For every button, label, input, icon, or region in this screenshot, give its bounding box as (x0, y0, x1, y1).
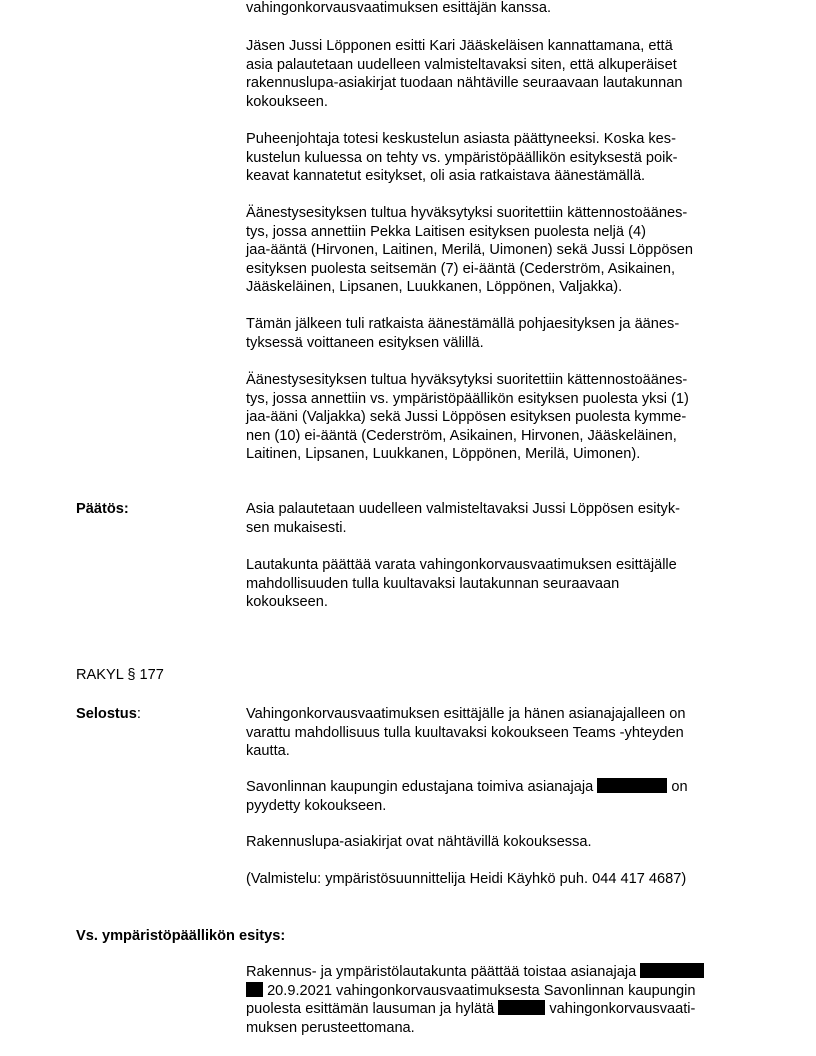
body-text-line: nen (10) ei-ääntä (Cederström, Asikainen, Hirvonen, Jääskeläinen, (246, 427, 677, 444)
description-text-line: Rakennuslupa-asiakirjat ovat nähtävillä kokouksessa. (246, 834, 592, 850)
redacted-name-block (246, 982, 263, 997)
body-text-line: tys, jossa annettiin Pekka Laitisen esityksen puolesta neljä (4) (246, 223, 646, 240)
body-text-line: Tämän jälkeen tuli ratkaista äänestämällä pohjaesityksen ja äänes- (246, 316, 680, 332)
proposal-text-segment: Rakennus- ja ympäristölautakunta päättää toistaa asianajaja (246, 964, 637, 980)
body-text-line: Äänestysesityksen tultua hyväksytyksi suoritettiin kättennostoäänes- (246, 205, 688, 221)
body-text-line: kustelun kuluessa on tehty vs. ympäristöpäällikön esityksestä poik- (246, 149, 678, 166)
body-text-line: tyksessä voittaneen esityksen välillä. (246, 334, 484, 351)
decision-text-line: Asia palautetaan uudelleen valmisteltavaksi Jussi Löppösen esityk- (246, 501, 681, 517)
body-text-line: asia palautetaan uudelleen valmisteltavaksi siten, että alkuperäiset (246, 56, 677, 73)
redacted-name-block (640, 963, 704, 978)
description-text-line: varattu mahdollisuus tulla kuultavaksi kokoukseen Teams -yhteyden (246, 724, 684, 741)
proposal-text-segment: vahingonkorvausvaati- (549, 1001, 696, 1017)
section-reference: RAKYL § 177 (76, 667, 164, 683)
description-text-segment: Savonlinnan kaupungin edustajana toimiva asianajaja (246, 779, 594, 795)
description-label (76, 705, 141, 723)
body-text-line: Puheenjohtaja totesi keskustelun asiasta päättyneeksi. Koska kes- (246, 131, 676, 147)
proposal-text-segment: puolesta esittämän lausuman ja hylätä (246, 1001, 495, 1017)
body-text-line: rakennuslupa-asiakirjat tuodaan nähtäville seuraavaan lautakunnan (246, 75, 683, 91)
proposal-text-line (246, 982, 695, 1000)
decision-text-line: Lautakunta päättää varata vahingonkorvausvaatimuksen esittäjälle (246, 557, 677, 573)
body-text-line: keavat kannatetut esitykset, oli asia ratkaistava äänestämällä. (246, 168, 646, 184)
proposal-text-segment: 20.9.2021 vahingonkorvausvaatimuksesta Savonlinnan kaupungin (267, 982, 696, 999)
description-label-colon: : (136, 706, 141, 722)
body-text-line: kokoukseen. (246, 93, 328, 110)
body-text-line: Laitinen, Lipsanen, Luukkanen, Löppönen, Merilä, Uimonen). (246, 446, 641, 462)
body-text-line: Jääskeläinen, Lipsanen, Luukkanen, Löppönen, Valjakka). (246, 279, 623, 295)
decision-text-line: mahdollisuuden tulla kuultavaksi lautakunnan seuraavaan (246, 575, 620, 592)
proposal-text-line (246, 963, 704, 981)
body-text-line: tys, jossa annettiin vs. ympäristöpäällikön esityksen puolesta yksi (1) (246, 390, 689, 407)
proposal-text-line (246, 1000, 695, 1018)
redacted-name-block (498, 1000, 545, 1015)
decision-text-line: sen mukaisesti. (246, 519, 347, 536)
body-text-line: vahingonkorvausvaatimuksen esittäjän kanssa. (246, 0, 552, 16)
description-text-line: Vahingonkorvausvaatimuksen esittäjälle ja hänen asianajajalleen on (246, 706, 686, 722)
description-text-line (246, 778, 688, 796)
preparer-note: (Valmistelu: ympäristösuunnittelija Heidi Käyhkö puh. 044 417 4687) (246, 871, 687, 887)
body-text-line: esityksen puolesta seitsemän (7) ei-ääntä (Cederström, Asikainen, (246, 260, 676, 277)
proposal-label: Vs. ympäristöpäällikön esitys: (76, 928, 286, 944)
body-text-line: jaa-ääni (Valjakka) sekä Jussi Löppösen esityksen puolesta kymme- (246, 409, 687, 425)
description-label-text: Selostus (76, 706, 137, 722)
body-text-line: Jäsen Jussi Löpponen esitti Kari Jääskeläisen kannattamana, että (246, 38, 673, 54)
description-text-line: kautta. (246, 743, 290, 759)
proposal-text-line: muksen perusteettomana. (246, 1019, 415, 1036)
redacted-name-block (597, 778, 667, 793)
description-text-line: pyydetty kokoukseen. (246, 797, 387, 814)
decision-label: Päätös: (76, 501, 129, 517)
description-text-segment: on (671, 779, 688, 795)
decision-text-line: kokoukseen. (246, 594, 328, 610)
body-text-line: jaa-ääntä (Hirvonen, Laitinen, Merilä, Uimonen) sekä Jussi Löppösen (246, 242, 693, 258)
body-text-line: Äänestysesityksen tultua hyväksytyksi suoritettiin kättennostoäänes- (246, 372, 688, 388)
